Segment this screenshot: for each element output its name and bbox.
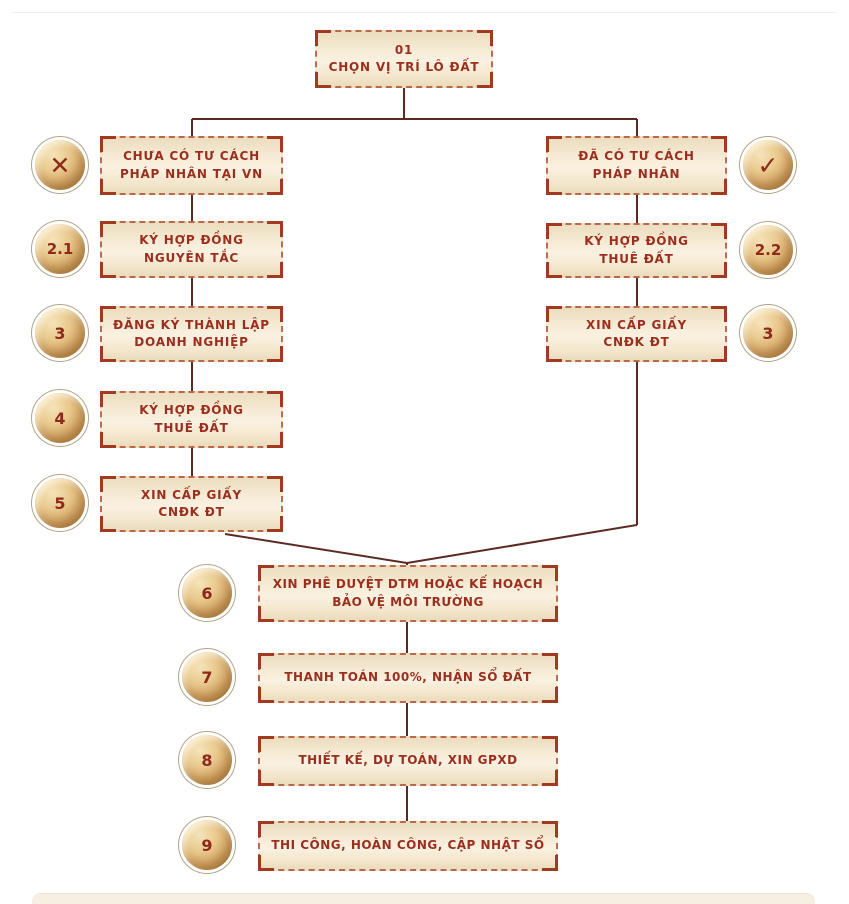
step-box-01-chon-vi-tri: [315, 30, 493, 88]
badge-9: 9: [182, 820, 232, 870]
step-label-line: XIN PHÊ DUYỆT DTM HOẶC KẾ HOẠCH: [272, 577, 544, 592]
step-number: 01: [394, 42, 414, 57]
step-box-dang-ky-thanh-lap: [100, 306, 283, 362]
step-label-line: PHÁP NHÂN: [592, 166, 681, 181]
step-label-line: THUÊ ĐẤT: [599, 251, 674, 266]
step-box-has-legal-entity: [546, 136, 727, 195]
bottom-panel-edge: [32, 894, 815, 904]
step-label-line: THIẾT KẾ, DỰ TOÁN, XIN GPXD: [298, 753, 518, 768]
badge-3-left: 3: [35, 308, 85, 358]
step-label-line: XIN CẤP GIẤY: [141, 487, 242, 502]
step-label-line: KÝ HỢP ĐỒNG: [139, 403, 244, 418]
step-label-line: CNĐK ĐT: [158, 505, 225, 519]
step-label-line: KÝ HỢP ĐỒNG: [584, 234, 689, 249]
step-label-line: CNĐK ĐT: [603, 335, 670, 349]
step-label-line: PHÁP NHÂN TẠI VN: [120, 166, 263, 181]
step-label-line: THI CÔNG, HOÀN CÔNG, CẬP NHẬT SỔ: [271, 838, 545, 853]
step-box-thi-cong: [258, 821, 558, 871]
step-box-xin-cap-giay-left: [100, 476, 283, 532]
x-icon: ✕: [35, 140, 85, 190]
step-label-line: CHỌN VỊ TRÍ LÔ ĐẤT: [328, 60, 480, 74]
step-box-ky-hop-dong-thue-dat-left: [100, 391, 283, 448]
step-box-ky-hop-dong-nguyen-tac: [100, 221, 283, 278]
page-panel-edge: [12, 12, 837, 14]
step-label-line: CHƯA CÓ TƯ CÁCH: [123, 149, 260, 164]
step-label-line: THANH TOÁN 100%, NHẬN SỔ ĐẤT: [284, 670, 532, 685]
step-label-line: THUÊ ĐẤT: [154, 420, 229, 435]
step-box-no-legal-entity: [100, 136, 283, 195]
badge-8: 8: [182, 735, 232, 785]
step-label-line: NGUYÊN TẮC: [143, 250, 240, 265]
badge-3-right: 3: [743, 308, 793, 358]
badge-4: 4: [35, 393, 85, 443]
step-label-line: KÝ HỢP ĐỒNG: [139, 233, 244, 248]
step-label-line: ĐĂNG KÝ THÀNH LẬP: [113, 317, 270, 332]
step-label-line: XIN CẤP GIẤY: [586, 317, 687, 332]
step-box-xin-phe-duyet-dtm: [258, 565, 558, 622]
step-label-line: ĐÃ CÓ TƯ CÁCH: [578, 149, 695, 164]
badge-2-2: 2.2: [743, 225, 793, 275]
badge-6: 6: [182, 568, 232, 618]
step-box-thiet-ke: [258, 736, 558, 786]
step-label-line: BẢO VỆ MÔI TRƯỜNG: [332, 594, 484, 609]
step-box-xin-cap-giay-right: [546, 306, 727, 362]
step-box-thanh-toan: [258, 653, 558, 703]
check-icon: ✓: [743, 140, 793, 190]
step-label-line: DOANH NGHIỆP: [134, 335, 249, 349]
step-box-ky-hop-dong-thue-dat-right: [546, 223, 727, 278]
badge-7: 7: [182, 652, 232, 702]
badge-5: 5: [35, 478, 85, 528]
badge-2-1: 2.1: [35, 224, 85, 274]
